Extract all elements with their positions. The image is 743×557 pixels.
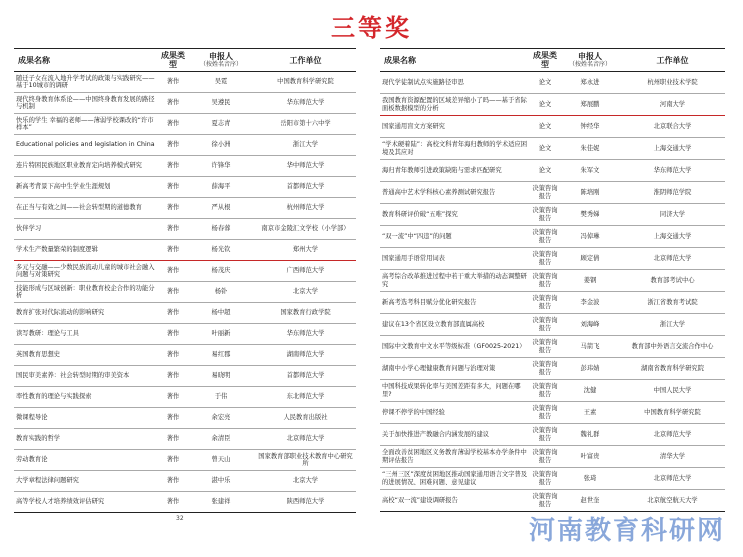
- cell-name: 快乐的学生 幸福的老师——薄弱学校课改的“许市样本”: [14, 114, 159, 135]
- header-name: 成果名称: [14, 49, 159, 72]
- cell-author: 薛海平: [187, 177, 255, 198]
- cell-type: 决策咨询报告: [530, 468, 560, 490]
- cell-name: “三州三区”深度贫困地区推动国家通用语言文字普及的进展情况、困难问题、意见建议: [380, 468, 530, 490]
- cell-org: 浙江大学: [255, 135, 356, 156]
- table-row: [380, 402, 725, 424]
- table-row: [380, 292, 725, 314]
- cell-name: 教育科研评价破“五唯”探究: [380, 204, 530, 226]
- cell-type: 著作: [159, 408, 187, 429]
- cell-author: 李金波: [560, 292, 620, 314]
- cell-name: 停课不停学的中国经验: [380, 402, 530, 424]
- cell-type: 论文: [530, 138, 560, 160]
- cell-name: Educational policies and legislation in China: [14, 135, 159, 156]
- cell-author: 杨中超: [187, 303, 255, 324]
- cell-author: 钟经华: [560, 116, 620, 138]
- cell-org: 华中师范大学: [255, 156, 356, 177]
- cell-org: 中国教育科学研究院: [255, 72, 356, 93]
- cell-org: 华东师范大学: [255, 93, 356, 114]
- page-number: 32: [176, 515, 184, 522]
- cell-type: 决策咨询报告: [530, 182, 560, 204]
- table-row: [380, 72, 725, 94]
- cell-type: 决策咨询报告: [530, 270, 560, 292]
- cell-name: 读写教研：理论与工具: [14, 324, 159, 345]
- cell-org: 湖南师范大学: [255, 345, 356, 366]
- cell-type: 决策咨询报告: [530, 226, 560, 248]
- cell-org: 陕西师范大学: [255, 492, 356, 513]
- cell-type: 论文: [530, 116, 560, 138]
- cell-type: 决策咨询报告: [530, 292, 560, 314]
- cell-author: 夏志青: [187, 114, 255, 135]
- table-row: [380, 380, 725, 402]
- cell-org: 中国教育科学研究院: [620, 402, 725, 424]
- cell-name: 现代终身教育体系论——中国终身教育发展的路径与机制: [14, 93, 159, 114]
- cell-org: 浙江大学: [620, 314, 725, 336]
- cell-author: 张琦: [560, 468, 620, 490]
- table-row: [380, 116, 725, 138]
- cell-author: 郑永进: [560, 72, 620, 94]
- table-row: [14, 156, 356, 177]
- cell-author: 杨光钦: [187, 240, 255, 261]
- cell-type: 著作: [159, 219, 187, 240]
- cell-name: 湖南中小学心理健康教育问题与治理对策: [380, 358, 530, 380]
- header-author-note: （按姓名音序）: [568, 61, 611, 68]
- header-author-note: （按姓名音序）: [199, 61, 242, 68]
- table-row: [380, 424, 725, 446]
- cell-name: 微课程导论: [14, 408, 159, 429]
- cell-author: 朱军文: [560, 160, 620, 182]
- cell-name: 高校“双一流”建设调研报告: [380, 490, 530, 512]
- cell-name: 现代学徒制试点实施路径审思: [380, 72, 530, 94]
- cell-type: 论文: [530, 160, 560, 182]
- cell-name: 海归青年教师引进政策缺陷与需求匹配研究: [380, 160, 530, 182]
- cell-org: 首都师范大学: [255, 366, 356, 387]
- cell-org: 国家教育部职业技术教育中心研究所: [255, 450, 356, 471]
- cell-author: 杨茂庆: [187, 261, 255, 282]
- cell-type: 决策咨询报告: [530, 248, 560, 270]
- cell-type: 著作: [159, 114, 187, 135]
- header-type: 成果类型: [530, 49, 560, 72]
- cell-type: 决策咨询报告: [530, 204, 560, 226]
- cell-type: 决策咨询报告: [530, 358, 560, 380]
- cell-name: 伙伴学习: [14, 219, 159, 240]
- cell-name: 我国教育资源配置的区域差异缩小了吗——基于省际面板数据模型的分析: [380, 94, 530, 116]
- cell-org: 浙江省教育考试院: [620, 292, 725, 314]
- cell-name: 英国教育思想史: [14, 345, 159, 366]
- cell-author: 于伟: [187, 387, 255, 408]
- cell-type: 决策咨询报告: [530, 402, 560, 424]
- cell-type: 著作: [159, 303, 187, 324]
- table-row: [380, 490, 725, 512]
- cell-org: 河南大学: [620, 94, 725, 116]
- cell-org: 教育部中外语言交流合作中心: [620, 336, 725, 358]
- cell-name: 国民审美素养：社会转型时期的审美资本: [14, 366, 159, 387]
- cell-author: 易红郡: [187, 345, 255, 366]
- award-table-right: [380, 48, 725, 512]
- cell-org: 同济大学: [620, 204, 725, 226]
- header-name: 成果名称: [380, 49, 530, 72]
- table-header-row: [14, 49, 356, 72]
- table-row: [14, 492, 356, 513]
- cell-author: 余宏亮: [187, 408, 255, 429]
- cell-org: 北京大学: [255, 471, 356, 492]
- table-body-left: [14, 72, 356, 513]
- cell-type: 决策咨询报告: [530, 380, 560, 402]
- cell-author: 彭玮婧: [560, 358, 620, 380]
- cell-org: 国家教育行政学院: [255, 303, 356, 324]
- cell-author: 姜钢: [560, 270, 620, 292]
- cell-type: 著作: [159, 198, 187, 219]
- cell-org: 北京大学: [255, 282, 356, 303]
- cell-org: 华东师范大学: [255, 324, 356, 345]
- cell-org: 郑州大学: [255, 240, 356, 261]
- cell-type: 决策咨询报告: [530, 336, 560, 358]
- cell-type: 著作: [159, 429, 187, 450]
- cell-org: 人民教育出版社: [255, 408, 356, 429]
- cell-author: 冯倬琳: [560, 226, 620, 248]
- cell-name: “双一流”中“四违”的问题: [380, 226, 530, 248]
- cell-type: 著作: [159, 156, 187, 177]
- cell-type: 著作: [159, 93, 187, 114]
- table-row: [14, 450, 356, 471]
- cell-author: 马箭飞: [560, 336, 620, 358]
- cell-author: 张建祥: [187, 492, 255, 513]
- header-type: 成果类型: [159, 49, 187, 72]
- cell-author: 沈健: [560, 380, 620, 402]
- cell-name: 高等学校人才培养绩效评估研究: [14, 492, 159, 513]
- cell-author: 易晓明: [187, 366, 255, 387]
- cell-name: 多元与交融——少数民族流动儿童的城市社会融入问题与对策研究: [14, 261, 159, 282]
- table-row: [14, 408, 356, 429]
- cell-org: 北京师范大学: [620, 468, 725, 490]
- cell-type: 论文: [530, 72, 560, 94]
- cell-author: 许锋华: [187, 156, 255, 177]
- cell-type: 论文: [530, 94, 560, 116]
- cell-org: 北京师范大学: [620, 424, 725, 446]
- cell-author: 严从根: [187, 198, 255, 219]
- cell-author: 赵世奎: [560, 490, 620, 512]
- table-row: [380, 314, 725, 336]
- table-row: [380, 358, 725, 380]
- table-row: [380, 94, 725, 116]
- cell-type: 决策咨询报告: [530, 424, 560, 446]
- cell-org: 淮阴师范学院: [620, 182, 725, 204]
- cell-name: 国家通用盲文方案研究: [380, 116, 530, 138]
- cell-org: 北京师范大学: [620, 248, 725, 270]
- header-org: 工作单位: [620, 49, 725, 72]
- cell-name: 大学章程法律问题研究: [14, 471, 159, 492]
- cell-org: 北京师范大学: [255, 429, 356, 450]
- table-row: [380, 138, 725, 160]
- cell-org: 湖南省教育科学研究院: [620, 358, 725, 380]
- cell-name: 高考综合改革推进过程中若干重大举措的动态调整研究: [380, 270, 530, 292]
- header-author: [187, 49, 255, 72]
- cell-name: 新高考背景下高中生学业生涯规划: [14, 177, 159, 198]
- header-author-label: 申报人: [578, 52, 602, 61]
- cell-type: 著作: [159, 177, 187, 198]
- table-row: [14, 429, 356, 450]
- table-row: [14, 177, 356, 198]
- cell-org: 广西师范大学: [255, 261, 356, 282]
- table-row: [380, 270, 725, 292]
- table-row: [14, 387, 356, 408]
- cell-author: 陈培刚: [560, 182, 620, 204]
- cell-author: 顾定倩: [560, 248, 620, 270]
- table-row: [380, 248, 725, 270]
- cell-org: 教育部考试中心: [620, 270, 725, 292]
- cell-name: 中国科技成果转化率与美国差距有多大，问题在哪里?: [380, 380, 530, 402]
- cell-org: 北京联合大学: [620, 116, 725, 138]
- table-row: [14, 471, 356, 492]
- header-org: 工作单位: [255, 49, 356, 72]
- cell-author: 樊秀娣: [560, 204, 620, 226]
- award-table-left: [14, 48, 356, 513]
- cell-name: 率性教育的理论与实践探索: [14, 387, 159, 408]
- cell-author: 叶丽新: [187, 324, 255, 345]
- table-row: [14, 261, 356, 282]
- cell-author: 刘海峰: [560, 314, 620, 336]
- cell-type: 著作: [159, 366, 187, 387]
- cell-name: 教育扩张对代际流动的影响研究: [14, 303, 159, 324]
- table-row: [14, 366, 356, 387]
- cell-type: 著作: [159, 450, 187, 471]
- table-row: [14, 219, 356, 240]
- cell-name: 建议在13个省区设立教育部直属高校: [380, 314, 530, 336]
- cell-type: 决策咨询报告: [530, 446, 560, 468]
- cell-org: 清华大学: [620, 446, 725, 468]
- cell-author: 杨钋: [187, 282, 255, 303]
- cell-type: 著作: [159, 240, 187, 261]
- cell-type: 著作: [159, 345, 187, 366]
- award-title: 三等奖: [331, 14, 412, 42]
- table-row: [380, 468, 725, 490]
- cell-author: 魏礼群: [560, 424, 620, 446]
- table-row: [14, 72, 356, 93]
- cell-name: 新高考选考科目赋分优化研究报告: [380, 292, 530, 314]
- table-row: [380, 160, 725, 182]
- cell-type: 著作: [159, 135, 187, 156]
- cell-name: 随迁子女在流入地升学考试的政策与实践研究——基于10城市的调研: [14, 72, 159, 93]
- cell-type: 著作: [159, 492, 187, 513]
- cell-type: 著作: [159, 261, 187, 282]
- cell-name: 劳动教育论: [14, 450, 159, 471]
- table-row: [380, 204, 725, 226]
- cell-author: 叶富贵: [560, 446, 620, 468]
- cell-author: 湛中乐: [187, 471, 255, 492]
- table-row: [14, 324, 356, 345]
- table-header-row: [380, 49, 725, 72]
- cell-author: 余清臣: [187, 429, 255, 450]
- cell-type: 著作: [159, 324, 187, 345]
- cell-org: 华东师范大学: [620, 160, 725, 182]
- cell-author: 吴遵民: [187, 93, 255, 114]
- cell-author: 吴霓: [187, 72, 255, 93]
- cell-name: 在正当与有效之间——社会转型期的道德教育: [14, 198, 159, 219]
- cell-type: 决策咨询报告: [530, 314, 560, 336]
- cell-name: 连片特困民族地区职业教育定向培养模式研究: [14, 156, 159, 177]
- table-row: [14, 240, 356, 261]
- table-row: [14, 198, 356, 219]
- table-body-right: [380, 72, 725, 512]
- cell-author: 朱佳妮: [560, 138, 620, 160]
- table-row: [380, 446, 725, 468]
- cell-org: 首都师范大学: [255, 177, 356, 198]
- cell-name: 学术生产数量繁荣的制度逻辑: [14, 240, 159, 261]
- cell-org: 杭州职业技术学院: [620, 72, 725, 94]
- cell-name: 国际中文教育中文水平等级标准（GF0025-2021）: [380, 336, 530, 358]
- cell-name: 关于加快推进产教融合内涵发展的建议: [380, 424, 530, 446]
- cell-name: 国家通用手语常用词表: [380, 248, 530, 270]
- cell-org: 东北师范大学: [255, 387, 356, 408]
- table-row: [380, 182, 725, 204]
- cell-name: 技能形成与区域创新：职业教育校企合作的功能分析: [14, 282, 159, 303]
- table-row: [380, 226, 725, 248]
- cell-name: 普通高中艺术学科核心素养测试研究报告: [380, 182, 530, 204]
- cell-org: 岳阳市第十六中学: [255, 114, 356, 135]
- cell-org: 上海交通大学: [620, 226, 725, 248]
- cell-org: 上海交通大学: [620, 138, 725, 160]
- cell-org: 杭州师范大学: [255, 198, 356, 219]
- cell-type: 著作: [159, 471, 187, 492]
- table-row: [14, 303, 356, 324]
- header-author: [560, 49, 620, 72]
- cell-author: 徐小洲: [187, 135, 255, 156]
- table-row: [14, 345, 356, 366]
- cell-name: 全面改善贫困地区义务教育薄弱学校基本办学条件中期评估报告: [380, 446, 530, 468]
- table-row: [380, 336, 725, 358]
- cell-author: 王素: [560, 402, 620, 424]
- cell-author: 杨春蓉: [187, 219, 255, 240]
- table-row: [14, 114, 356, 135]
- cell-type: 著作: [159, 387, 187, 408]
- table-row: [14, 282, 356, 303]
- cell-author: 曾天山: [187, 450, 255, 471]
- cell-org: 南京市金陵汇文学校（小学部）: [255, 219, 356, 240]
- cell-type: 著作: [159, 72, 187, 93]
- cell-author: 郑展鹏: [560, 94, 620, 116]
- cell-org: 北京航空航天大学: [620, 490, 725, 512]
- cell-name: 教育实践的哲学: [14, 429, 159, 450]
- cell-type: 著作: [159, 282, 187, 303]
- cell-type: 决策咨询报告: [530, 490, 560, 512]
- table-row: [14, 135, 356, 156]
- table-row: [14, 93, 356, 114]
- site-watermark: 河南教育科研网: [528, 516, 725, 546]
- cell-name: “学术硬着陆”：高校文科青年海归教师的学术适应困境及其应对: [380, 138, 530, 160]
- header-author-label: 申报人: [209, 52, 233, 61]
- cell-org: 中国人民大学: [620, 380, 725, 402]
